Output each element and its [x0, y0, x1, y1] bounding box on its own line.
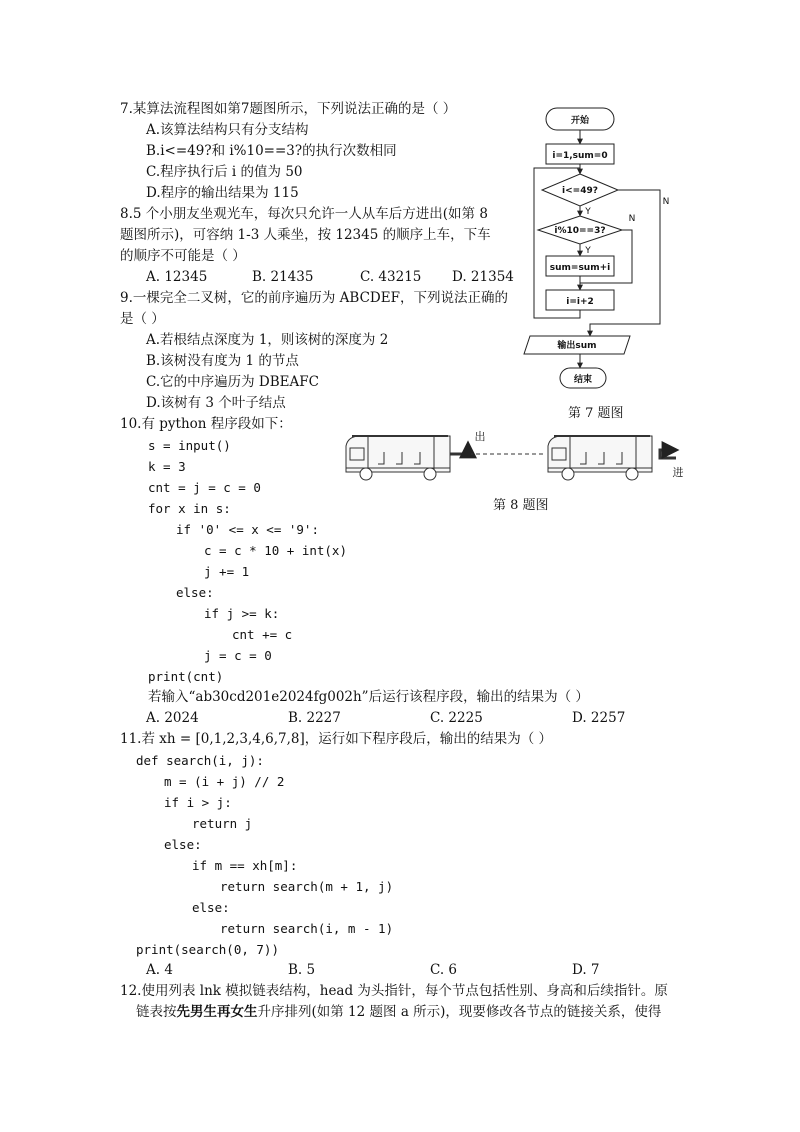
flowchart-sum-label: sum=sum+i — [549, 263, 611, 273]
flowchart-cond1-label: i<=49? — [562, 186, 598, 196]
q10-code-line: cnt += c — [232, 627, 293, 642]
q11-option-b: B. 5 — [288, 962, 316, 978]
q11-code-line: print(search(0, 7)) — [136, 942, 279, 957]
q11-code-line: return j — [192, 816, 253, 831]
q11-code-line: if i > j: — [164, 795, 232, 810]
q8-option-c: C. 43215 — [360, 269, 422, 285]
sightseeing-car-left — [346, 436, 450, 480]
q10-option-c: C. 2225 — [430, 710, 483, 726]
q7-stem: 7.某算法流程图如第7题图所示，下列说法正确的是（ ） — [120, 101, 457, 117]
q10-code-line: c = c * 10 + int(x) — [204, 543, 347, 558]
q12-line2-end: 升序排列(如第 12 题图 a 所示)，现要修改各节点的链接关系，使得 — [257, 1004, 662, 1020]
q9-line2: 是（ ） — [120, 311, 165, 327]
q10-code-line: cnt = j = c = 0 — [148, 480, 261, 495]
q7-option-c: C.程序执行后 i 的值为 50 — [146, 164, 303, 180]
sightseeing-car-right — [548, 436, 652, 480]
q11-code-line: if m == xh[m]: — [192, 858, 298, 873]
flowchart-init-label: i=1,sum=0 — [552, 151, 608, 161]
q10-code-line: if j >= k: — [204, 606, 280, 621]
q12-line2 — [136, 1004, 661, 1021]
q10-input-line: 若输入“ab30cd201e2024fg002h”后运行该程序段，输出的结果为（ ） — [148, 689, 589, 705]
flowchart-figure-7 — [520, 100, 700, 400]
q10-code-line: j += 1 — [204, 564, 250, 579]
q11-code-line: def search(i, j): — [136, 753, 264, 768]
q9-option-a: A.若根结点深度为 1，则该树的深度为 2 — [146, 332, 389, 348]
figure-7-caption: 第 7 题图 — [568, 406, 624, 421]
q11-code-line: return search(m + 1, j) — [220, 879, 394, 894]
q12-line2-start: 链表按 — [136, 1004, 177, 1020]
flowchart-inc-label: i=i+2 — [566, 297, 594, 307]
flowchart-no-label: N — [662, 197, 670, 207]
q9-option-b: B.该树没有度为 1 的节点 — [146, 353, 299, 369]
q8-option-b: B. 21435 — [252, 269, 314, 285]
q11-code-line: else: — [164, 837, 202, 852]
flowchart-end-label: 结束 — [573, 375, 593, 385]
figure-8-caption: 第 8 题图 — [493, 498, 549, 513]
q11-code-line: else: — [192, 900, 230, 915]
q9-option-c: C.它的中序遍历为 DBEAFC — [146, 374, 319, 390]
q8-line2: 题图所示)，可容纳 1-3 人乘坐，按 12345 的顺序上车，下车 — [120, 227, 491, 243]
q10-stem: 10.有 python 程序段如下： — [120, 416, 292, 432]
q7-option-d: D.程序的输出结果为 115 — [146, 185, 299, 201]
q10-code-line: s = input() — [148, 438, 231, 453]
q7-option-a: A.该算法结构只有分支结构 — [146, 122, 309, 138]
q10-code-line: k = 3 — [148, 459, 186, 474]
flowchart-no-label: N — [628, 214, 636, 224]
q11-code-line: m = (i + j) // 2 — [164, 774, 285, 789]
q10-code-line: for x in s: — [148, 501, 231, 516]
q12-line1: 12.使用列表 lnk 模拟链表结构，head 为头指针，每个节点包括性别、身高和后续指针。原 — [120, 983, 668, 999]
flowchart-start-label: 开始 — [570, 116, 590, 126]
q10-code-line: else: — [176, 585, 214, 600]
q7-option-b: B.i<=49?和 i%10==3?的执行次数相同 — [146, 143, 397, 159]
q11-option-a: A. 4 — [146, 962, 173, 978]
q10-code-line: j = c = 0 — [204, 648, 272, 663]
q12-emphasis: 先男生再女生 — [176, 1004, 258, 1020]
flowchart-yes-label: Y — [585, 207, 591, 217]
exit-label: 出 — [474, 430, 486, 443]
q10-option-b: B. 2227 — [288, 710, 341, 726]
q10-code-line: print(cnt) — [148, 669, 224, 684]
q10-option-d: D. 2257 — [572, 710, 626, 726]
exit-arrow — [450, 444, 468, 454]
q8-line3: 的顺序不可能是（ ） — [120, 248, 246, 264]
q8-option-d: D. 21354 — [452, 269, 514, 285]
q8-line1: 8.5 个小朋友坐观光车，每次只允许一人从车后方进出(如第 8 — [120, 206, 488, 222]
q9-line1: 9.一棵完全二叉树，它的前序遍历为 ABCDEF，下列说法正确的 — [120, 290, 508, 306]
q11-option-c: C. 6 — [430, 962, 458, 978]
q11-stem: 11.若 xh = [0,1,2,3,4,6,7,8]，运行如下程序段后，输出的结果为（ ） — [120, 731, 553, 747]
q11-option-d: D. 7 — [572, 962, 600, 978]
q10-code-line: if '0' <= x <= '9': — [176, 522, 319, 537]
enter-label: 进 — [672, 466, 684, 479]
q9-option-d: D.该树有 3 个叶子结点 — [146, 395, 286, 411]
flowchart-cond2-label: i%10==3? — [554, 226, 606, 236]
enter-arrow — [660, 450, 676, 458]
sightseeing-car-figure-8 — [338, 424, 688, 492]
q8-option-a: A. 12345 — [146, 269, 208, 285]
flowchart-output-label: 输出sum — [557, 341, 597, 351]
q11-code-line: return search(i, m - 1) — [220, 921, 394, 936]
flowchart-yes-label: Y — [585, 246, 591, 256]
q10-option-a: A. 2024 — [146, 710, 199, 726]
